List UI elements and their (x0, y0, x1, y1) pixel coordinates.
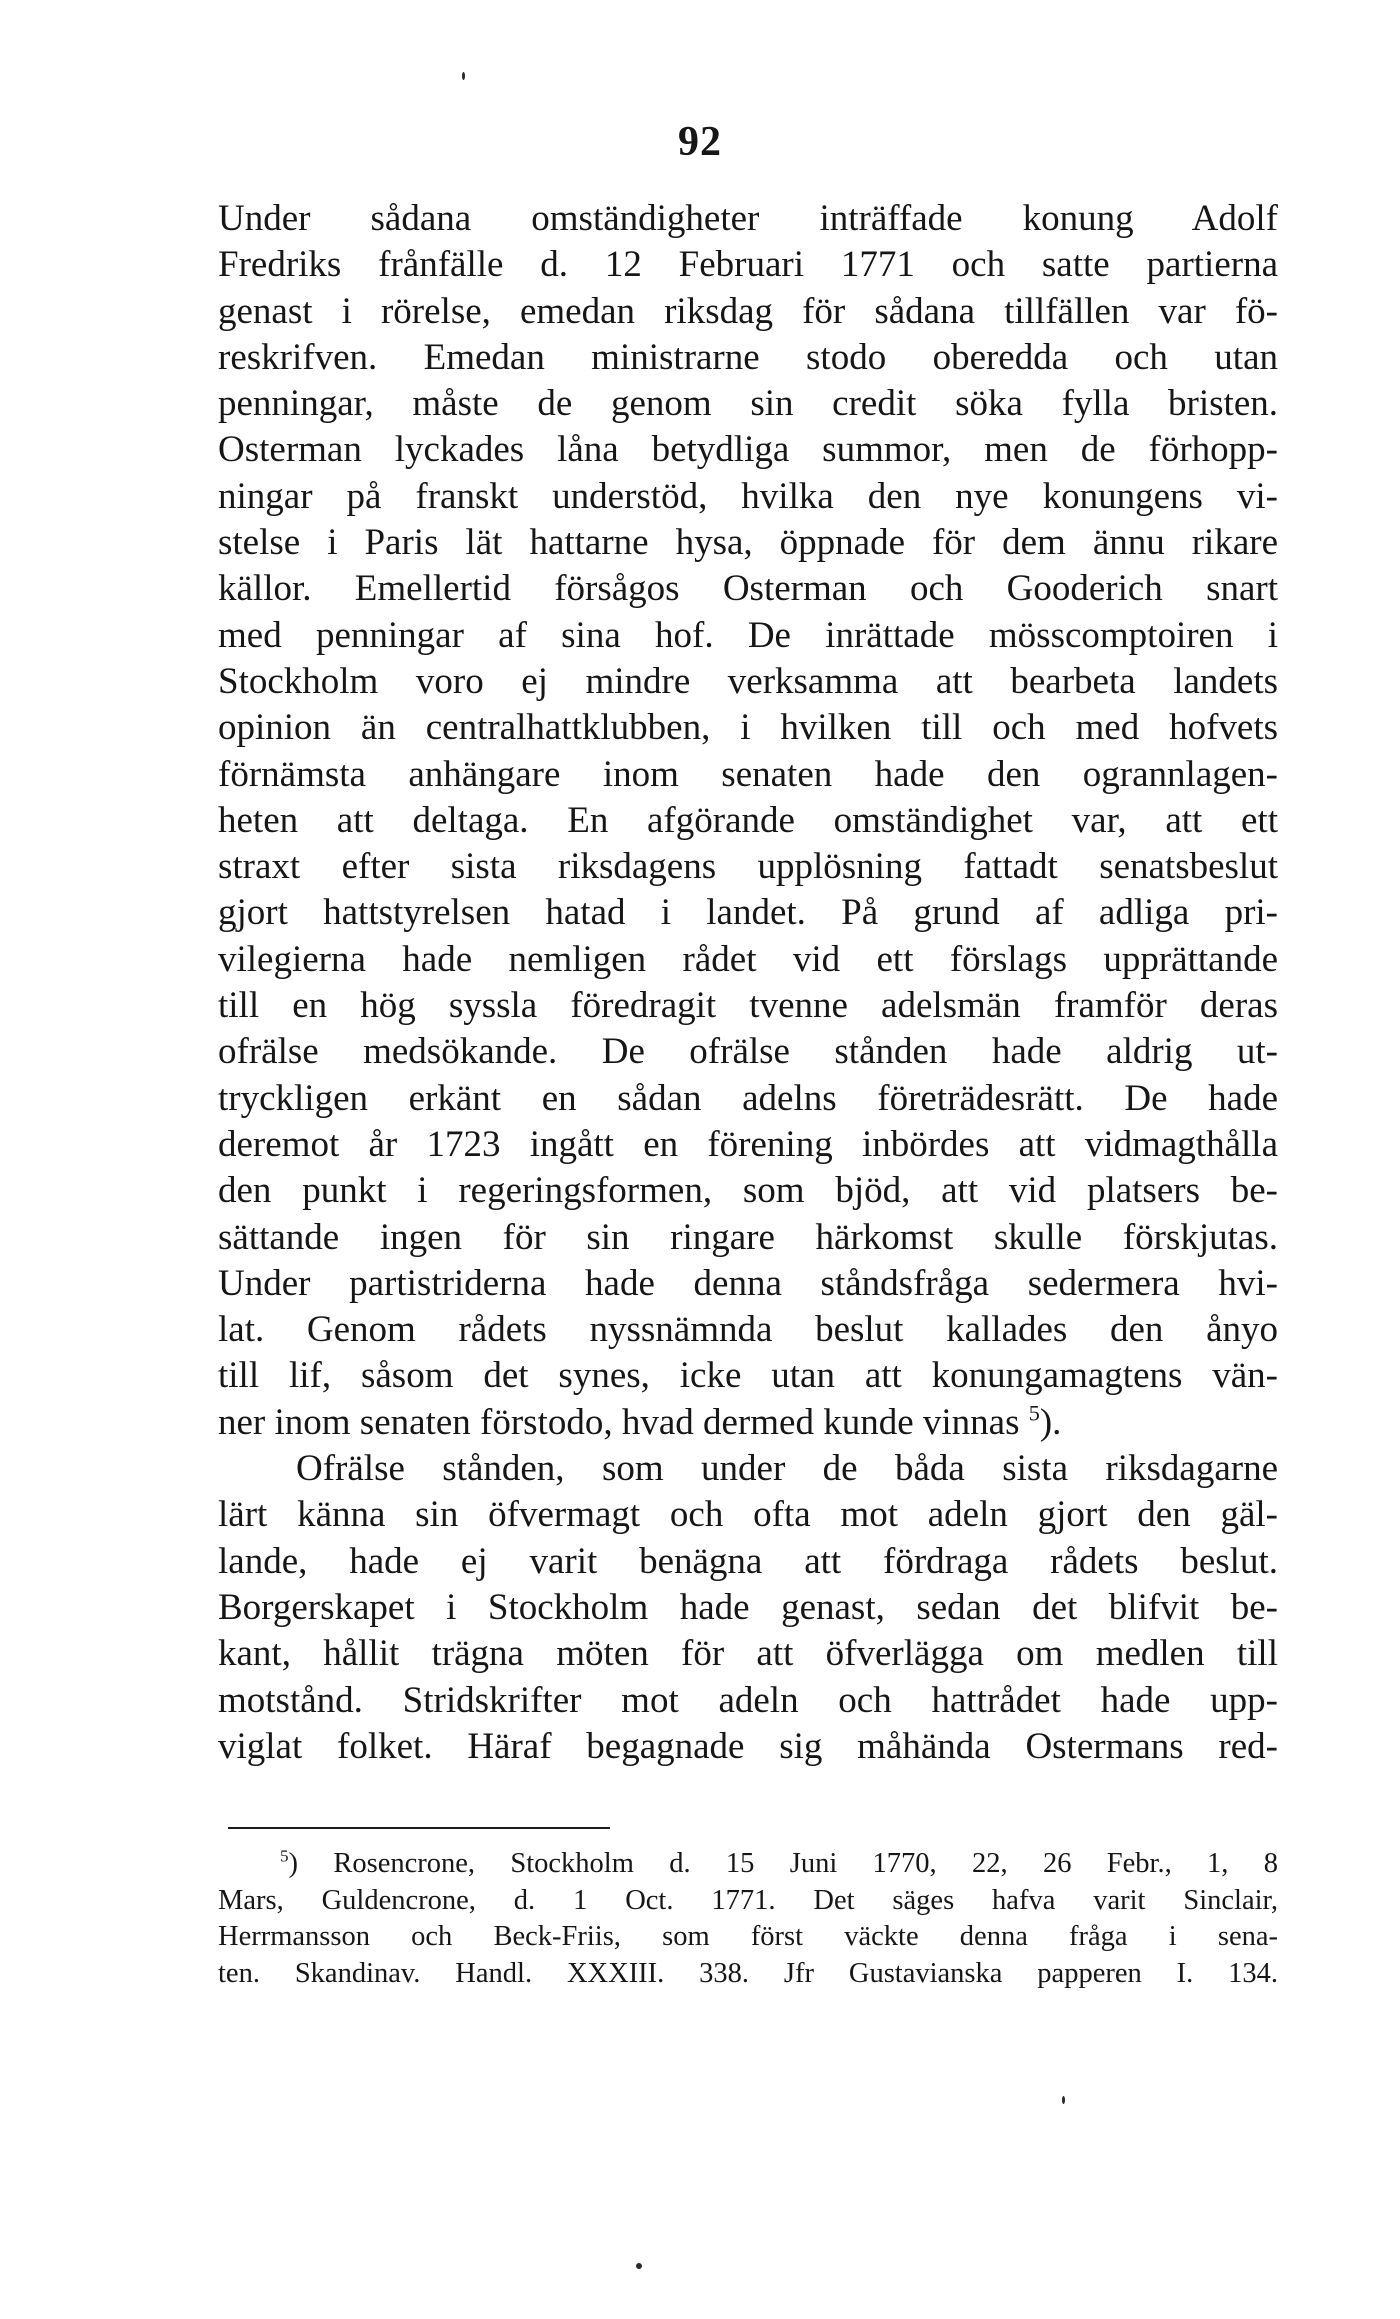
text-line: Osterman lyckades låna betydliga summor, men de förhopp- (218, 429, 1278, 471)
text-line: gjort hattstyrelsen hatad i landet. På grund af adliga pri- (218, 892, 1278, 934)
footnote-line-content: ) Rosencrone, Stockholm d. 15 Juni 1770, 22, 26 Febr., 1, 8 (288, 1848, 1278, 1879)
note-ref-space (1019, 1402, 1028, 1443)
text-line: Under partistriderna hade denna ståndsfråga sedermera hvi- (218, 1262, 1278, 1304)
text-line: viglat folket. Häraf begagnade sig måhända Ostermans red- (218, 1725, 1278, 1767)
text-line: stelse i Paris lät hattarne hysa, öppnade för dem ännu rikare (218, 522, 1278, 564)
text-line: med penningar af sina hof. De inrättade mösscomptoiren i (218, 614, 1278, 656)
print-speck (462, 72, 465, 80)
note-ref-tail: ). (1039, 1401, 1062, 1443)
text-line: Under sådana omständigheter inträffade konung Adolf (218, 198, 1278, 239)
footnote-line: ten. Skandinav. Handl. XXXIII. 338. Jfr Gustavianska papperen I. 134. (218, 1957, 1278, 1989)
page-number: 92 (678, 119, 722, 165)
text-line: ofrälse medsökande. De ofrälse stånden hade aldrig ut- (218, 1031, 1278, 1073)
print-speck (636, 2263, 642, 2269)
text-line-paragraph-start: Ofrälse stånden, som under de båda sista riksdagarne (296, 1448, 1278, 1490)
body-text (218, 196, 1278, 1770)
text-line: den punkt i regeringsformen, som bjöd, att vid platsers be- (218, 1170, 1278, 1212)
text-line: lande, hade ej varit benägna att fördraga rådets beslut. (218, 1540, 1278, 1582)
footnote-reference[interactable]: 5 (1028, 1400, 1040, 1426)
text-line: straxt efter sista riksdagens upplösning fattadt senatsbeslut (218, 846, 1278, 888)
text-line: ningar på franskt understöd, hvilka den nye konungens vi- (218, 475, 1278, 517)
text-line: till lif, såsom det synes, icke utan att konungamagtens vän- (218, 1355, 1278, 1397)
text-line: Borgerskapet i Stockholm hade genast, sedan det blifvit be- (218, 1586, 1278, 1628)
text-line: reskrifven. Emedan ministrarne stodo oberedda och utan (218, 336, 1278, 378)
text-line: Stockholm voro ej mindre verksamma att bearbeta landets (218, 660, 1278, 702)
text-line: heten att deltaga. En afgörande omständighet var, att ett (218, 799, 1278, 841)
text-line: lärt känna sin öfvermagt och ofta mot adeln gjort den gäl- (218, 1494, 1278, 1536)
text-line: sättande ingen för sin ringare härkomst skulle förskjutas. (218, 1216, 1278, 1258)
text-line: genast i rörelse, emedan riksdag för sådana tillfällen var fö- (218, 290, 1278, 332)
text-line: opinion än centralhattklubben, i hvilken till och med hofvets (218, 707, 1278, 749)
text-line: motstånd. Stridskrifter mot adeln och hattrådet hade upp- (218, 1679, 1278, 1721)
text-line: tryckligen erkänt en sådan adelns företrädesrätt. De hade (218, 1077, 1278, 1119)
text-line: vilegierna hade nemligen rådet vid ett förslags upprättande (218, 938, 1278, 980)
text-line-content: ner inom senaten förstodo, hvad dermed kunde vinnas (218, 1401, 1020, 1443)
print-speck (1062, 2096, 1065, 2104)
text-line: Fredriks frånfälle d. 12 Februari 1771 och satte partierna (218, 244, 1278, 286)
text-line: till en hög syssla föredragit tvenne adelsmän framför deras (218, 985, 1278, 1027)
text-line: deremot år 1723 ingått en förening inbördes att vidmagthålla (218, 1123, 1278, 1165)
text-line: lat. Genom rådets nyssnämnda beslut kallades den ånyo (218, 1309, 1278, 1351)
text-line: förnämsta anhängare inom senaten hade den ogrannlagen- (218, 753, 1278, 795)
text-line: källor. Emellertid försågos Osterman och Gooderich snart (218, 568, 1278, 610)
text-line: penningar, måste de genom sin credit söka fylla bristen. (218, 383, 1278, 425)
footnote-line (218, 1846, 1278, 1883)
footnote-divider (228, 1827, 610, 1829)
text-line: kant, hållit trägna möten för att öfverlägga om medlen till (218, 1633, 1278, 1675)
footnote-mark: 5 (280, 1846, 289, 1866)
text-line-paragraph-end (218, 1400, 1278, 1446)
footnote-line: Mars, Guldencrone, d. 1 Oct. 1771. Det säges hafva varit Sinclair, (218, 1884, 1278, 1916)
footnote (218, 1846, 1278, 1992)
footnote-line: Herrmansson och Beck-Friis, som först väckte denna fråga i sena- (218, 1921, 1278, 1952)
